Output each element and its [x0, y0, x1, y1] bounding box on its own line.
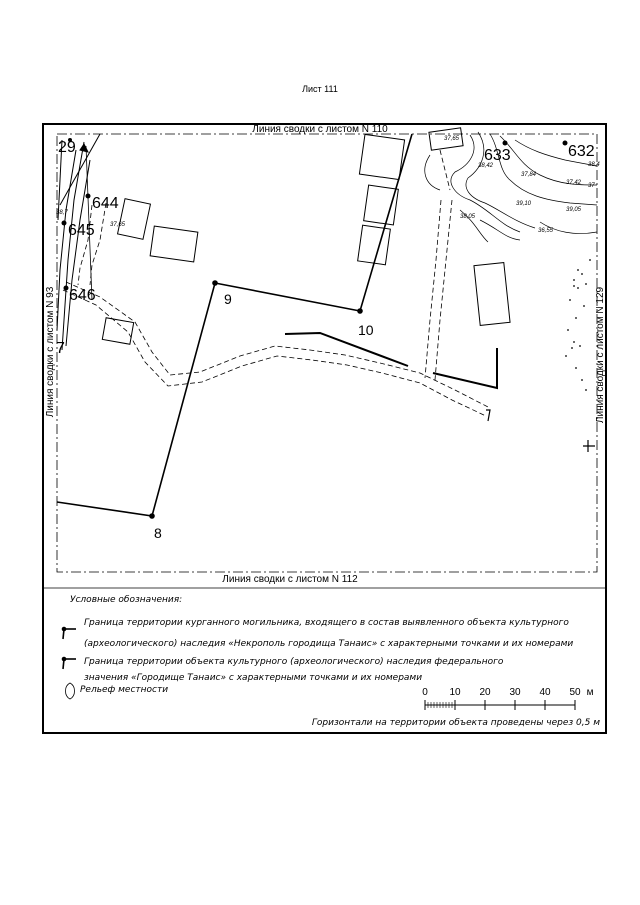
elevation-label: 39,10: [516, 201, 532, 207]
scale-tick-label: 50: [569, 687, 581, 698]
kurgan-point-label: 645: [68, 222, 95, 239]
elevation-label: 38,7: [56, 210, 68, 216]
scale-tick-label: 40: [539, 687, 551, 698]
kurgan-point-label: 644: [92, 195, 119, 212]
elevation-label: 37: [588, 183, 595, 189]
boundary-point-label: 9: [224, 291, 232, 307]
legend-symbol-settlement: [62, 657, 76, 669]
elevation-label: 37,84: [521, 172, 537, 178]
scale-labels: [422, 687, 593, 698]
frame-label-bottom: Линия сводки с листом N 112: [222, 574, 358, 585]
elevation-label: 38,4: [588, 162, 600, 168]
kurgan-point-label: 632: [568, 143, 595, 160]
legend-item-kurgan-line1: Граница территории курганного могильника, входящего в состав выявленного объекта культурного: [84, 618, 569, 628]
kurgan-point-label: 633: [484, 147, 511, 164]
elevation-label: 39,05: [566, 207, 582, 213]
fences: [285, 333, 595, 452]
legend-symbol-relief: [66, 683, 75, 699]
legend-item-kurgan-line2: (археологического) наследия «Некрополь городища Танаис» с характерными точками и их номерами: [84, 639, 574, 649]
frame-label-left: Линия сводки с листом N 93: [45, 286, 56, 418]
elevation-label: 37,65: [110, 222, 126, 228]
scale-tick-label: 0: [422, 687, 428, 698]
necropolis-boundary-strip: [57, 134, 100, 350]
sheet-boundary: [57, 134, 597, 572]
kurgan-point-label: 646: [69, 287, 96, 304]
legend-item-settlement-line2: значения «Городище Танаис» с характерными точками и их номерами: [84, 673, 423, 683]
elevation-label: 38,42: [478, 163, 494, 169]
elevation-label: 36,55: [538, 228, 554, 234]
kurgan-point-labels: [56, 139, 595, 357]
frame-label-top: Линия сводки с листом N 110: [252, 124, 388, 135]
buildings: [102, 128, 510, 344]
legend-item-relief: Рельеф местности: [80, 685, 169, 695]
legend-symbol-kurgan: [62, 627, 76, 639]
contour-note: Горизонтали на территории объекта проведены через 0,5 м: [311, 718, 600, 728]
scale-tick-label: 20: [479, 687, 491, 698]
elevation-label: 38,05: [460, 214, 476, 220]
scale-tick-label: 10: [449, 687, 461, 698]
sheet-title: Лист 111: [302, 84, 338, 94]
scale-unit: м: [586, 687, 594, 698]
boundary-point-labels: [154, 291, 374, 541]
kurgan-point-label: 7: [56, 340, 65, 357]
elevation-label: 37,65: [444, 136, 460, 142]
roads: [63, 150, 490, 416]
legend-item-settlement-line1: Граница территории объекта культурного (археологического) наследия федерального: [84, 657, 504, 667]
scale-bar: [425, 700, 575, 710]
elevation-labels: [56, 136, 600, 234]
legend-title: Условные обозначения:: [70, 595, 183, 605]
kurgan-point-label: 29: [58, 139, 76, 156]
relief-dots: [565, 259, 591, 391]
elevation-label: 37,42: [566, 180, 582, 186]
boundary-point-label: 8: [154, 525, 162, 541]
scale-tick-label: 30: [509, 687, 521, 698]
boundary-point-label: 10: [358, 322, 374, 338]
frame-label-right: Линия сводки с листом N 129: [595, 286, 606, 424]
